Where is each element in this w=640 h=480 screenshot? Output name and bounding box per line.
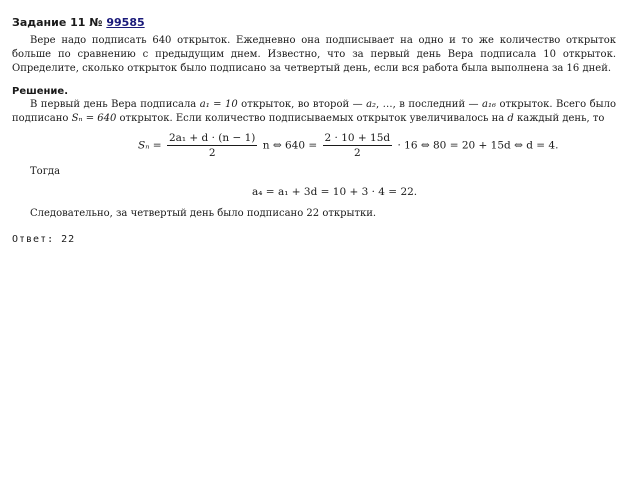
- problem-text: Вере надо подписать 640 открыток. Ежедневно она подписывает на одно и то же количество открыток больше по сравнению с предыдущим днем. Известно, что за первый день Вера подписала 10 открыток. Определите, сколько открыток было подписано за четвертый день, если вся работа была выполнена за 16 дней.: [12, 35, 616, 74]
- a4-equation: a₄ = a₁ + 3d = 10 + 3 · 4 = 22.: [252, 186, 418, 198]
- solution-heading: Решение.: [12, 86, 69, 97]
- math-a1: a₁ = 10: [199, 99, 238, 110]
- math-a16: a₁₆: [482, 99, 496, 110]
- task-header: [12, 16, 145, 29]
- math-d: d: [507, 113, 514, 124]
- math-sn: Sₙ = 640: [71, 113, 117, 124]
- task-number-link[interactable]: 99585: [106, 16, 145, 29]
- fraction-general: $\frac{\text{2a₁ + d · (n − 1)}}{2}$: [168, 132, 256, 159]
- sum-formula: Sₙ = $\frac{\text{2a₁ + d · (n − 1)}}{2}$ n ⇔ 640 = $\frac{2 \cdot 10 + 15d}{2}$ · 16 ⇔ 80 = 20 + 15d ⇔ d = 4.: [138, 132, 559, 159]
- conclusion-text: Следовательно, за четвертый день было подписано 22 открытки.: [30, 208, 377, 219]
- math-a2: a₂: [366, 99, 377, 110]
- solution-intro: В первый день Вера подписала a₁ = 10 открыток, во второй — a₂, …, в последний — a₁₆ открыток. Всего было подписано Sₙ = 640 открыток. Если количество подписываемых открыток увеличивалось на d каждый день, то: [12, 99, 616, 124]
- answer-text: Ответ: 22: [12, 234, 76, 242]
- task-label: Задание 11 №: [12, 16, 103, 29]
- fraction-numeric: $\frac{2 \cdot 10 + 15d}{2}$: [324, 132, 391, 159]
- then-label: Тогда: [30, 166, 61, 177]
